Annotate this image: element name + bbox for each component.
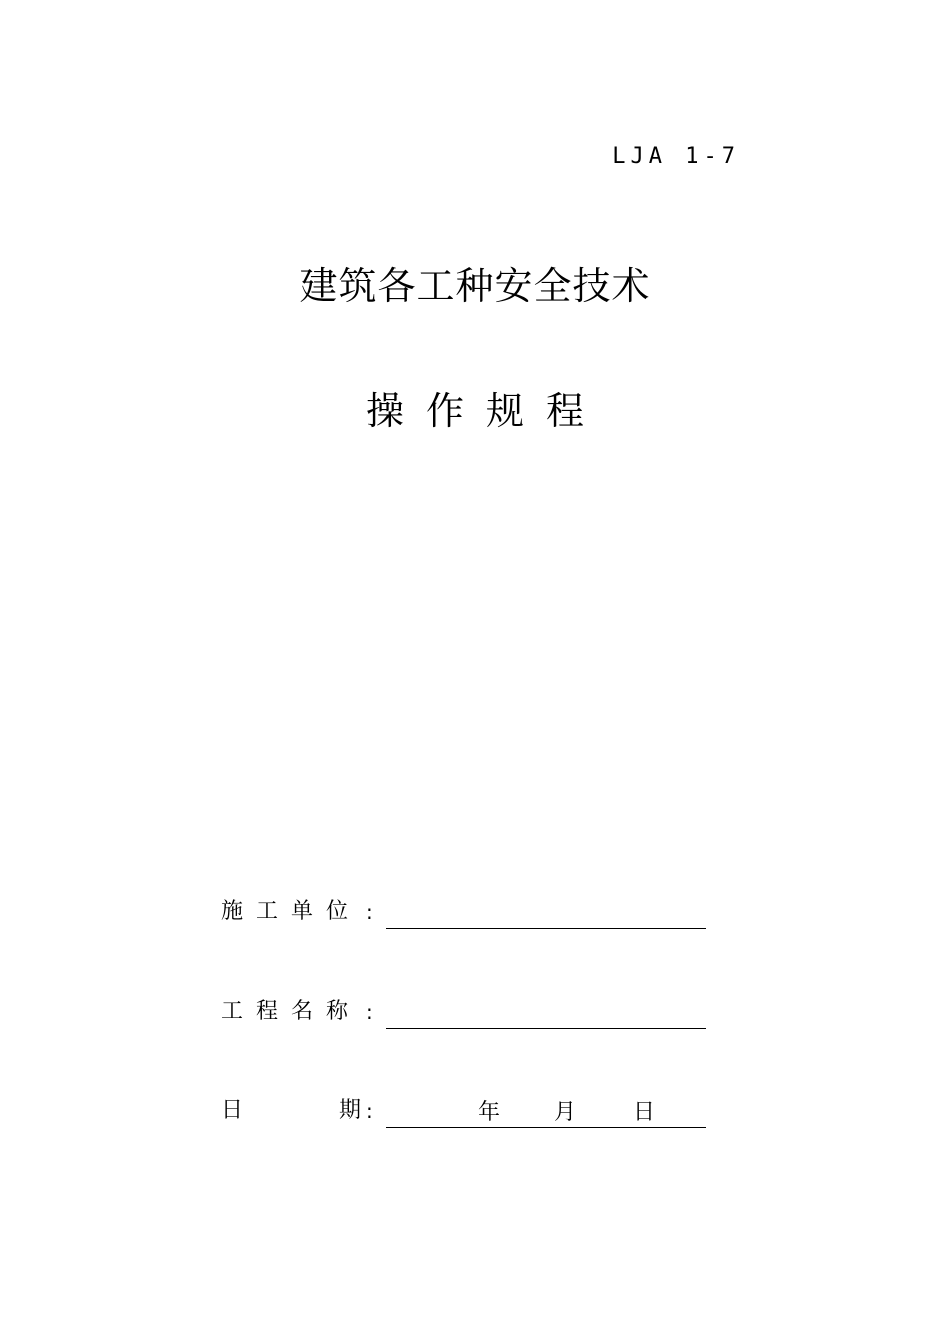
construction-unit-blank[interactable] <box>386 900 706 929</box>
document-code: LJA 1-7 <box>612 144 740 169</box>
colon: : <box>366 1000 373 1024</box>
project-name-field <box>221 995 711 1029</box>
colon: : <box>366 900 373 924</box>
month-label: 月 <box>554 1100 577 1125</box>
document-title-line1: 建筑各工种安全技术 <box>299 264 651 308</box>
project-name-blank[interactable] <box>386 1000 706 1029</box>
date-field <box>221 1094 711 1128</box>
document-title-line2: 操作规程 <box>365 389 606 433</box>
year-label: 年 <box>478 1100 501 1125</box>
construction-unit-label: 施工单位 <box>221 899 362 924</box>
date-label-char1: 日 <box>221 1098 244 1123</box>
date-blank[interactable] <box>386 1099 706 1128</box>
colon: : <box>366 1099 373 1123</box>
project-name-label: 工程名称 <box>221 999 362 1024</box>
construction-unit-field <box>221 895 711 929</box>
date-label <box>221 1094 361 1128</box>
day-label: 日 <box>633 1100 656 1125</box>
date-label-char2: 期 <box>338 1098 361 1123</box>
